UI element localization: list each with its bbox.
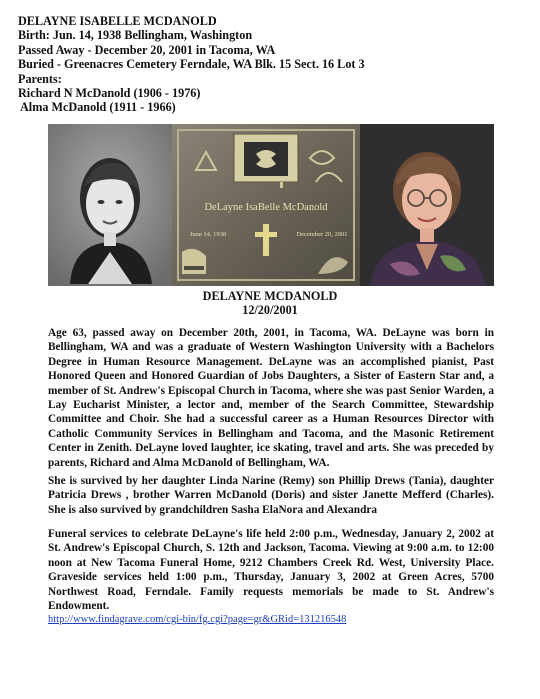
headstone-birth-date: June 14, 1938 [189,231,227,238]
headstone-name: DeLayne IsaBelle McDanold [204,202,328,213]
obituary-paragraph-2: She is survived by her daughter Linda Narine (Remy) son Phillip Drews (Tania), daughter Patricia Drews , brother Warren McDanold (Doris) and sister Janette Mefferd (Charles). She is also survived by grandchildren Sasha ElaNora and Alexandra [48,475,494,516]
photo-caption [0,289,540,317]
parents-label: Parents: [18,71,62,86]
header-block [18,14,365,115]
decedent-name: DELAYNE ISABELLE MCDANOLD [18,14,217,28]
young-portrait-photo [48,124,172,286]
obituary-paragraph-1: Age 63, passed away on December 20th, 2001, in Tacoma, WA. DeLayne was born in Bellingham, WA and was a graduate of Western Washington University with a Bachelors Degree in Human Resource Management. DeLayne was an accomplished pianist, Past Honored Queen and Honored Guardian of Jobs Daughters, a Sister of Eastern Star and, a member of St. Andrew's Episcopal Church in Tacoma, where she was past Senior Warden, a Lay Eucharist Minister, a lector and, member of the Search Committee, Stewardship Committee and Choir. She had a successful career as a Human Resources Director with Catholic Community Services in Bellingham and Tacoma, and the Masonic Retirement Center in Zenith. DeLayne loved laughter, ice skating, travel and arts. She was preceded by parents, Richard and Alma McDanold of Bellingham, WA. [48,327,494,469]
father-line: Richard N McDanold (1906 - 1976) [18,86,201,101]
passed-line: Passed Away - December 20, 2001 in Tacoma, WA [18,42,276,57]
caption-name: DELAYNE MCDANOLD [202,289,338,303]
mother-line: Alma McDanold (1911 - 1966) [20,100,176,115]
obituary-paragraph-3: Funeral services to celebrate DeLayne's life held 2:00 p.m., Wednesday, January 2, 2002 at St. Andrew's Episcopal Church, S. 12th and Jackson, Tacoma. Viewing at 9:00 a.m. to 12:00 noon at New Tacoma Funeral Home, 9212 Chambers Creek Rd. West, University Place. Graveside services held 1:00 p.m., Thursday, January 3, 2002 at Green Acres, 5700 Northwest Road, Ferndale. Family requests memorials be made to St. Andrew's Endowment. [48,528,494,613]
findagrave-link[interactable]: http://www.findagrave.com/cgi-bin/fg.cgi?page=gr&GRid=131216548 [48,614,347,625]
photo-strip [48,124,494,286]
headstone-death-date: December 20, 2001 [296,231,348,238]
buried-line: Buried - Greenacres Cemetery Ferndale, WA Blk. 15 Sect. 16 Lot 3 [18,57,365,72]
cross-icon [263,224,269,256]
caption-date: 12/20/2001 [242,303,298,317]
older-portrait-photo [360,124,494,286]
headstone-photo [172,124,360,286]
birth-line: Birth: Jun. 14, 1938 Bellingham, Washington [18,28,253,43]
